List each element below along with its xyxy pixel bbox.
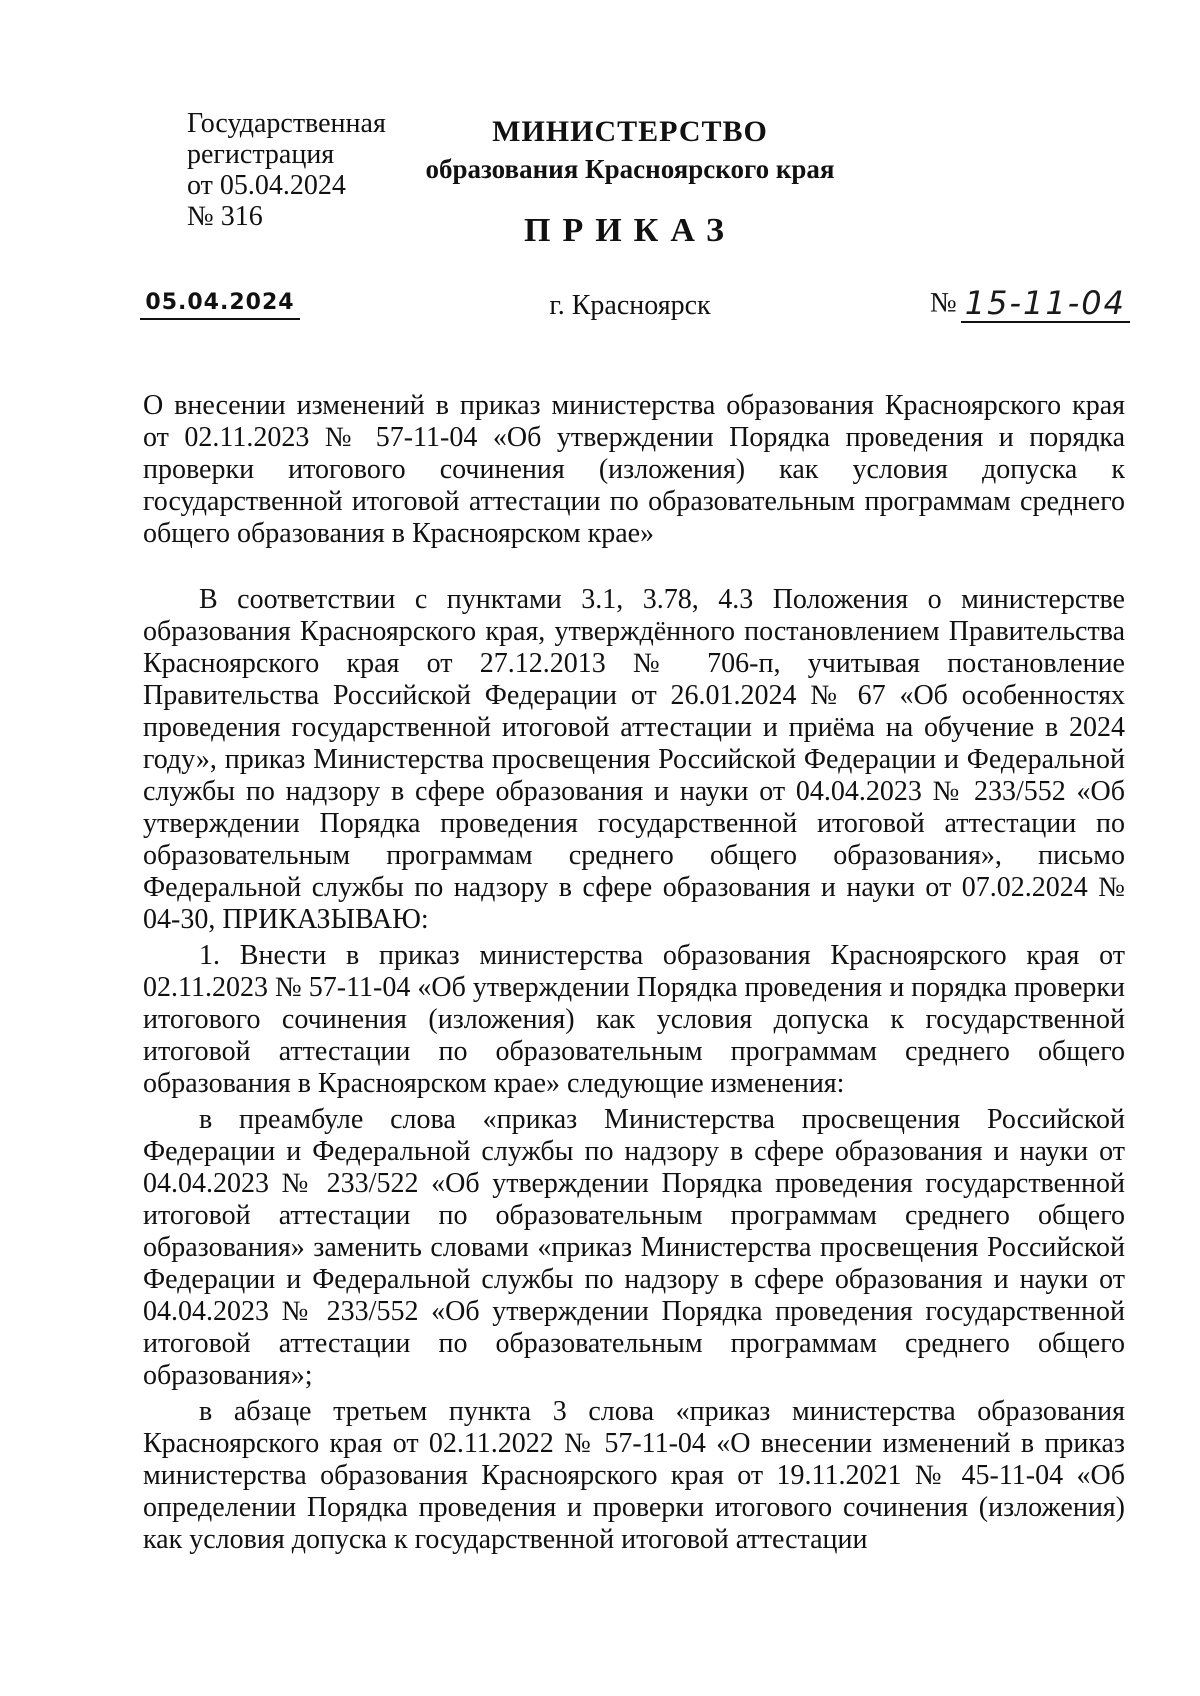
registration-block (187, 108, 386, 232)
order-date: 05.04.2024 (140, 288, 300, 320)
body-paragraph: 1. Внести в приказ министерства образования Красноярского края от 02.11.2023 № 57-11-04 «Об утверждении Порядка проведения и порядка проверки итогового сочинения (изложения) как условия допуска к государственной итоговой аттестации по образовательным программам среднего общего образования в Красноярском крае» следующие изменения: (143, 940, 1125, 1099)
registration-line: Государственная (187, 108, 386, 139)
order-city: г. Красноярск (549, 290, 711, 321)
ministry-title: МИНИСТЕРСТВО (492, 115, 768, 148)
handwritten-number: 15-11-04 (961, 285, 1130, 323)
order-number (930, 283, 1126, 323)
body-paragraph: в преамбуле слова «приказ Министерства просвещения Российской Федерации и Федеральной службы по надзору в сфере образования и науки от 04.04.2023 № 233/522 «Об утверждении Порядка проведения государственной итоговой аттестации по образовательным программам среднего общего образования» заменить словами «приказ Министерства просвещения Российской Федерации и Федеральной службы по надзору в сфере образования и науки от 04.04.2023 № 233/552 «Об утверждении Порядка проведения государственной итоговой аттестации по образовательным программам среднего общего образования»; (143, 1104, 1125, 1391)
ministry-header (380, 112, 880, 186)
body-paragraph: В соответствии с пунктами 3.1, 3.78, 4.3 Положения о министерстве образования Красноярского края, утверждённого постановлением Правительства Красноярского края от 27.12.2013 № 706-п, учитывая постановление Правительства Российской Федерации от 26.01.2024 № 67 «Об особенностях проведения государственной итоговой аттестации и приёма на обучение в 2024 году», приказ Министерства просвещения Российской Федерации и Федеральной службы по надзору в сфере образования и науки от 04.04.2023 № 233/552 «Об утверждении Порядка проведения государственной итоговой аттестации по образовательным программам среднего общего образования», письмо Федеральной службы по надзору в сфере образования и науки от 07.02.2024 № 04-30, ПРИКАЗЫВАЮ: (143, 584, 1125, 935)
registration-number: № 316 (187, 201, 263, 232)
number-sign: № (930, 287, 957, 319)
ministry-subtitle: образования Красноярского края (425, 154, 835, 184)
order-body (143, 584, 1125, 1560)
registration-line: регистрация (187, 139, 335, 170)
order-subject: О внесении изменений в приказ министерства образования Красноярского края от 02.11.2023 № 57-11-04 «Об утверждении Порядка проведения и порядка проверки итогового сочинения (изложения) как условия допуска к государственной итоговой аттестации по образовательным программам среднего общего образования в Красноярском крае» (143, 390, 1125, 549)
registration-date: от 05.04.2024 (187, 170, 346, 201)
body-paragraph: в абзаце третьем пункта 3 слова «приказ министерства образования Красноярского края от 02.11.2022 № 57-11-04 «О внесении изменений в приказ министерства образования Красноярского края от 19.11.2021 № 45-11-04 «Об определении Порядка проведения и проверки итогового сочинения (изложения) как условия допуска к государственной итоговой аттестации (143, 1396, 1125, 1555)
order-title: ПРИКАЗ (524, 212, 736, 249)
